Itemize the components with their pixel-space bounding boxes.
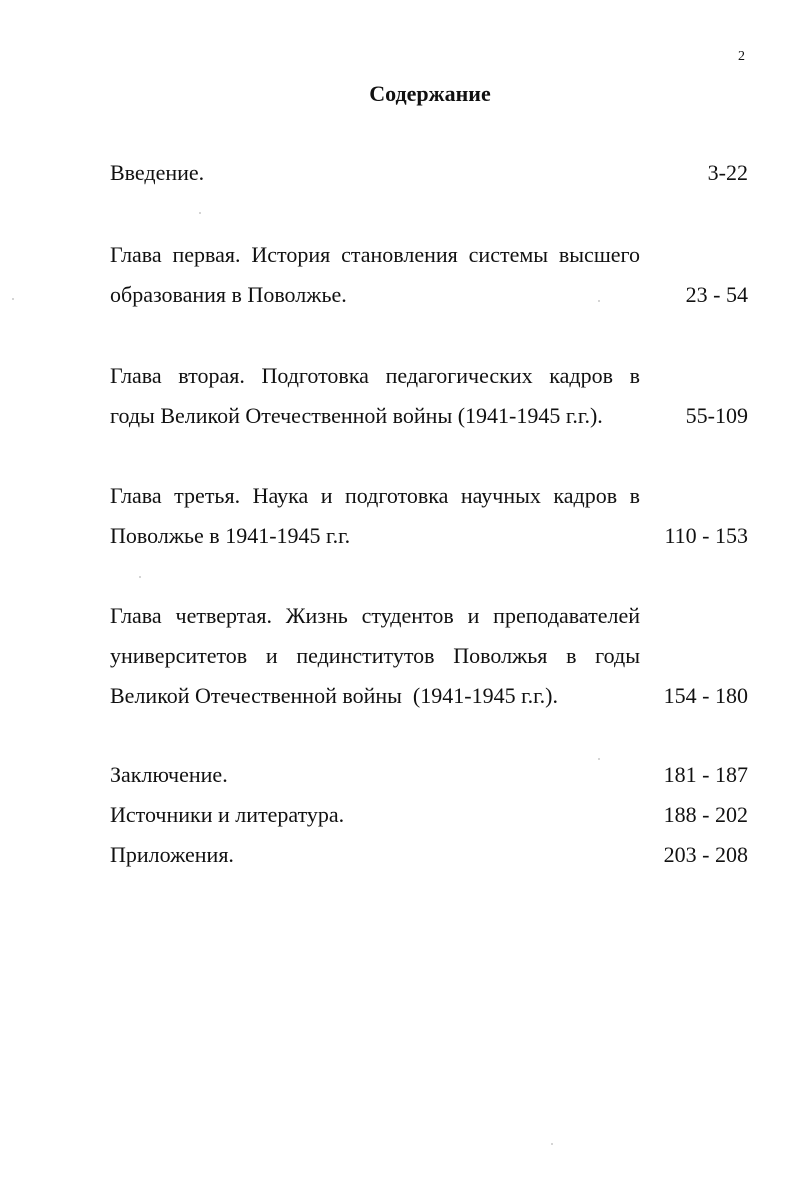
toc-entry-pages: 188 - 202 <box>663 802 748 827</box>
toc-entry-line: университетов и пединститутов Поволжья в годы <box>110 643 640 668</box>
scan-speck <box>139 576 141 578</box>
toc-entry-chapter-4 <box>110 596 750 716</box>
toc-entry-pages: 181 - 187 <box>663 762 748 787</box>
toc-entry-line: образования в Поволжье. <box>110 282 347 307</box>
page-number: 2 <box>738 49 745 64</box>
toc-entry-chapter-3 <box>110 476 750 556</box>
toc-entry-line: Глава третья. Наука и подготовка научных кадров в <box>110 483 640 508</box>
toc-entry-appendix <box>110 835 750 875</box>
toc-entry-chapter-1 <box>110 235 750 315</box>
toc-entry-line: Глава вторая. Подготовка педагогических кадров в <box>110 363 640 388</box>
toc-entry-pages: 154 - 180 <box>663 683 748 708</box>
toc-entry-pages: 55-109 <box>685 403 748 428</box>
toc-entry-pages: 203 - 208 <box>663 842 748 867</box>
toc-entry-sources <box>110 795 750 835</box>
toc-entry-pages: 110 - 153 <box>664 523 748 548</box>
toc-entry-line: годы Великой Отечественной войны (1941-1945 г.г.). <box>110 403 603 428</box>
scan-speck <box>598 300 600 302</box>
toc-entry-text: Источники и литература. <box>110 802 345 827</box>
toc-entry-line: Глава первая. История становления системы высшего <box>110 242 640 267</box>
scan-speck <box>598 758 600 760</box>
toc-entry-line: Великой Отечественной войны (1941-1945 г.г.). <box>110 683 558 708</box>
toc-entry-text: Введение. <box>110 160 205 185</box>
toc-entry-conclusion <box>110 755 750 795</box>
scan-speck <box>551 1143 553 1145</box>
toc-entry-text: Заключение. <box>110 762 228 787</box>
toc-entry-line: Поволжье в 1941-1945 г.г. <box>110 523 351 548</box>
page-title: Содержание <box>369 81 491 106</box>
toc-entry-chapter-2 <box>110 356 750 436</box>
toc-entry-line: Глава четвертая. Жизнь студентов и преподавателей <box>110 603 640 628</box>
toc-entry-text: Приложения. <box>110 842 234 867</box>
scan-speck <box>199 212 201 214</box>
toc-entry-pages: 23 - 54 <box>685 282 748 307</box>
scan-speck <box>12 298 14 300</box>
toc-entry-intro <box>110 153 750 193</box>
toc-entry-pages: 3-22 <box>707 160 748 185</box>
